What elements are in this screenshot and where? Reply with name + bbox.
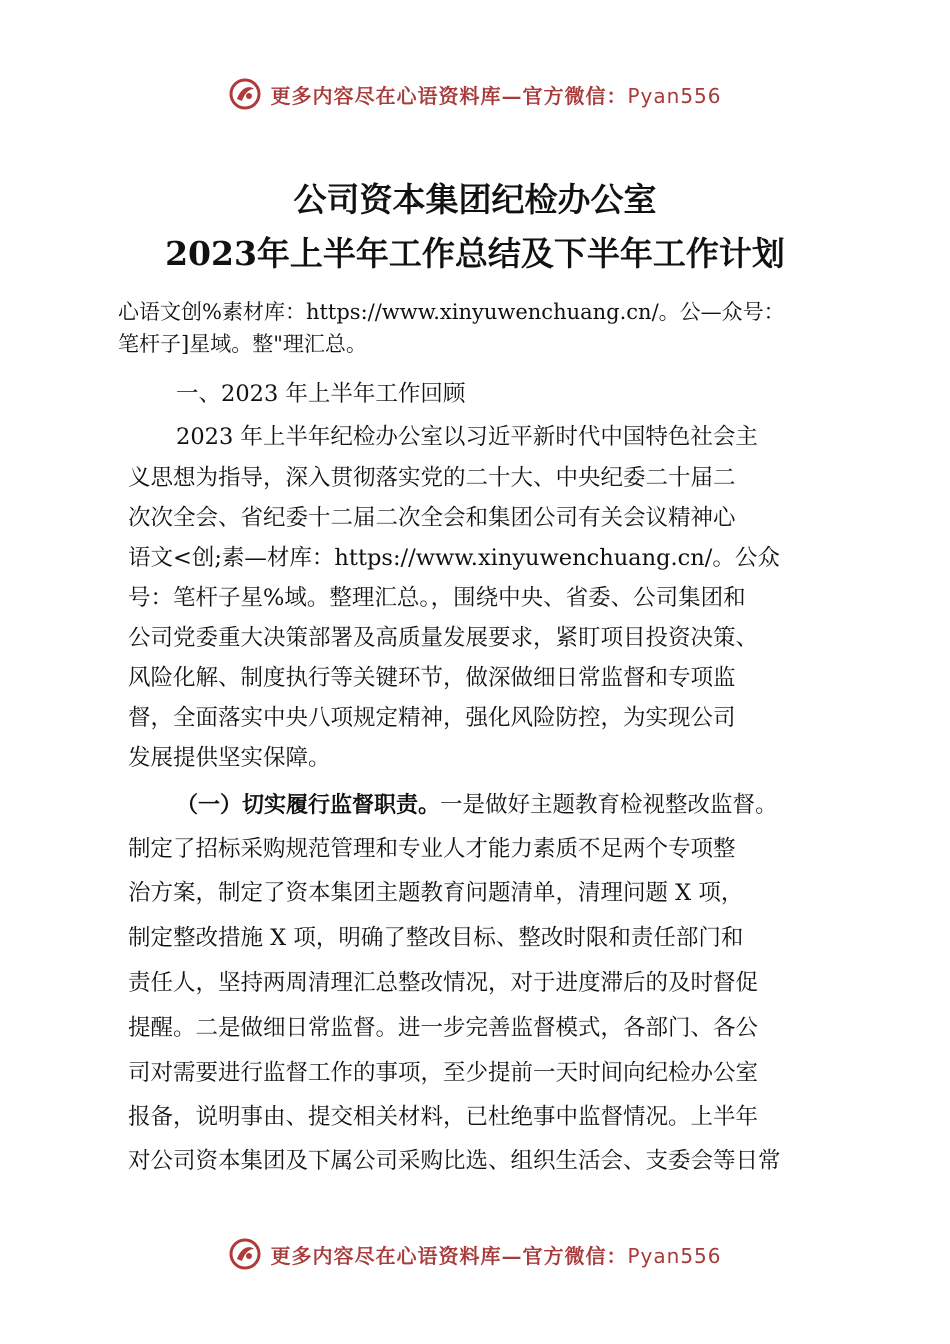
paragraph-line: 号：笔杆子星%域。整理汇总。，围绕中央、省委、公司集团和 — [128, 585, 746, 611]
paragraph-line: 语文<创;素—材库：https://www.xinyuwenchuang.cn/。公众 — [128, 545, 780, 571]
notice-line: 笔杆子]星域。整"理汇总。 — [118, 332, 367, 356]
paragraph-line: 风险化解、制度执行等关键环节，做深做细日常监督和专项监 — [128, 665, 736, 691]
paragraph-line: 责任人，坚持两周清理汇总整改情况，对于进度滞后的及时督促 — [128, 970, 759, 996]
paragraph-line: 提醒。二是做细日常监督。进一步完善监督模式，各部门、各公 — [128, 1015, 759, 1041]
paragraph-line: 治方案，制定了资本集团主题教育问题清单，清理问题 X 项， — [128, 880, 744, 906]
paragraph-line: 次次全会、省纪委十二届二次全会和集团公司有关会议精神心 — [128, 505, 736, 531]
banner-text: 更多内容尽在心语资料库—官方微信：Pyan556 — [270, 83, 722, 108]
paragraph-line: 公司党委重大决策部署及高质量发展要求，紧盯项目投资决策、 — [128, 625, 759, 651]
paragraph-line: 司对需要进行监督工作的事项，至少提前一天时间向纪检办公室 — [128, 1060, 759, 1086]
banner-handle: Pyan556 — [627, 1243, 722, 1268]
logo-icon — [228, 77, 262, 111]
paragraph-line: 发展提供坚实保障。 — [128, 745, 331, 771]
logo-icon — [228, 1237, 262, 1271]
paragraph-line: 2023 年上半年纪检办公室以习近平新时代中国特色社会主 — [176, 424, 758, 450]
banner-text: 更多内容尽在心语资料库—官方微信：Pyan556 — [270, 1243, 722, 1268]
paragraph-line: 督，全面落实中央八项规定精神，强化风险防控，为实现公司 — [128, 705, 736, 731]
footer-banner — [0, 1232, 950, 1276]
subsection-heading: （一）切实履行监督职责。 — [176, 793, 441, 818]
header-banner — [0, 72, 950, 116]
page-subtitle: 2023年上半年工作总结及下半年工作计划 — [165, 234, 785, 273]
notice-line: 心语文创%素材库：https://www.xinyuwenchuang.cn/。公—众号： — [118, 300, 785, 324]
banner-handle: Pyan556 — [627, 83, 722, 108]
paragraph-line: 对公司资本集团及下属公司采购比选、组织生活会、支委会等日常 — [128, 1148, 781, 1174]
paragraph-line: 制定整改措施 X 项，明确了整改目标、整改时限和责任部门和 — [128, 925, 744, 951]
paragraph-line: 报备，说明事由、提交相关材料，已杜绝事中监督情况。上半年 — [128, 1104, 759, 1130]
subsection-text: 一是做好主题教育检视整改监督。 — [440, 792, 778, 818]
paragraph-line: 义思想为指导，深入贯彻落实党的二十大、中央纪委二十届二 — [128, 465, 736, 491]
section-heading: 一、2023 年上半年工作回顾 — [176, 381, 466, 407]
subsection-first-line — [176, 789, 886, 822]
paragraph-line: 制定了招标采购规范管理和专业人才能力素质不足两个专项整 — [128, 836, 736, 862]
page-title: 公司资本集团纪检办公室 — [293, 180, 657, 219]
